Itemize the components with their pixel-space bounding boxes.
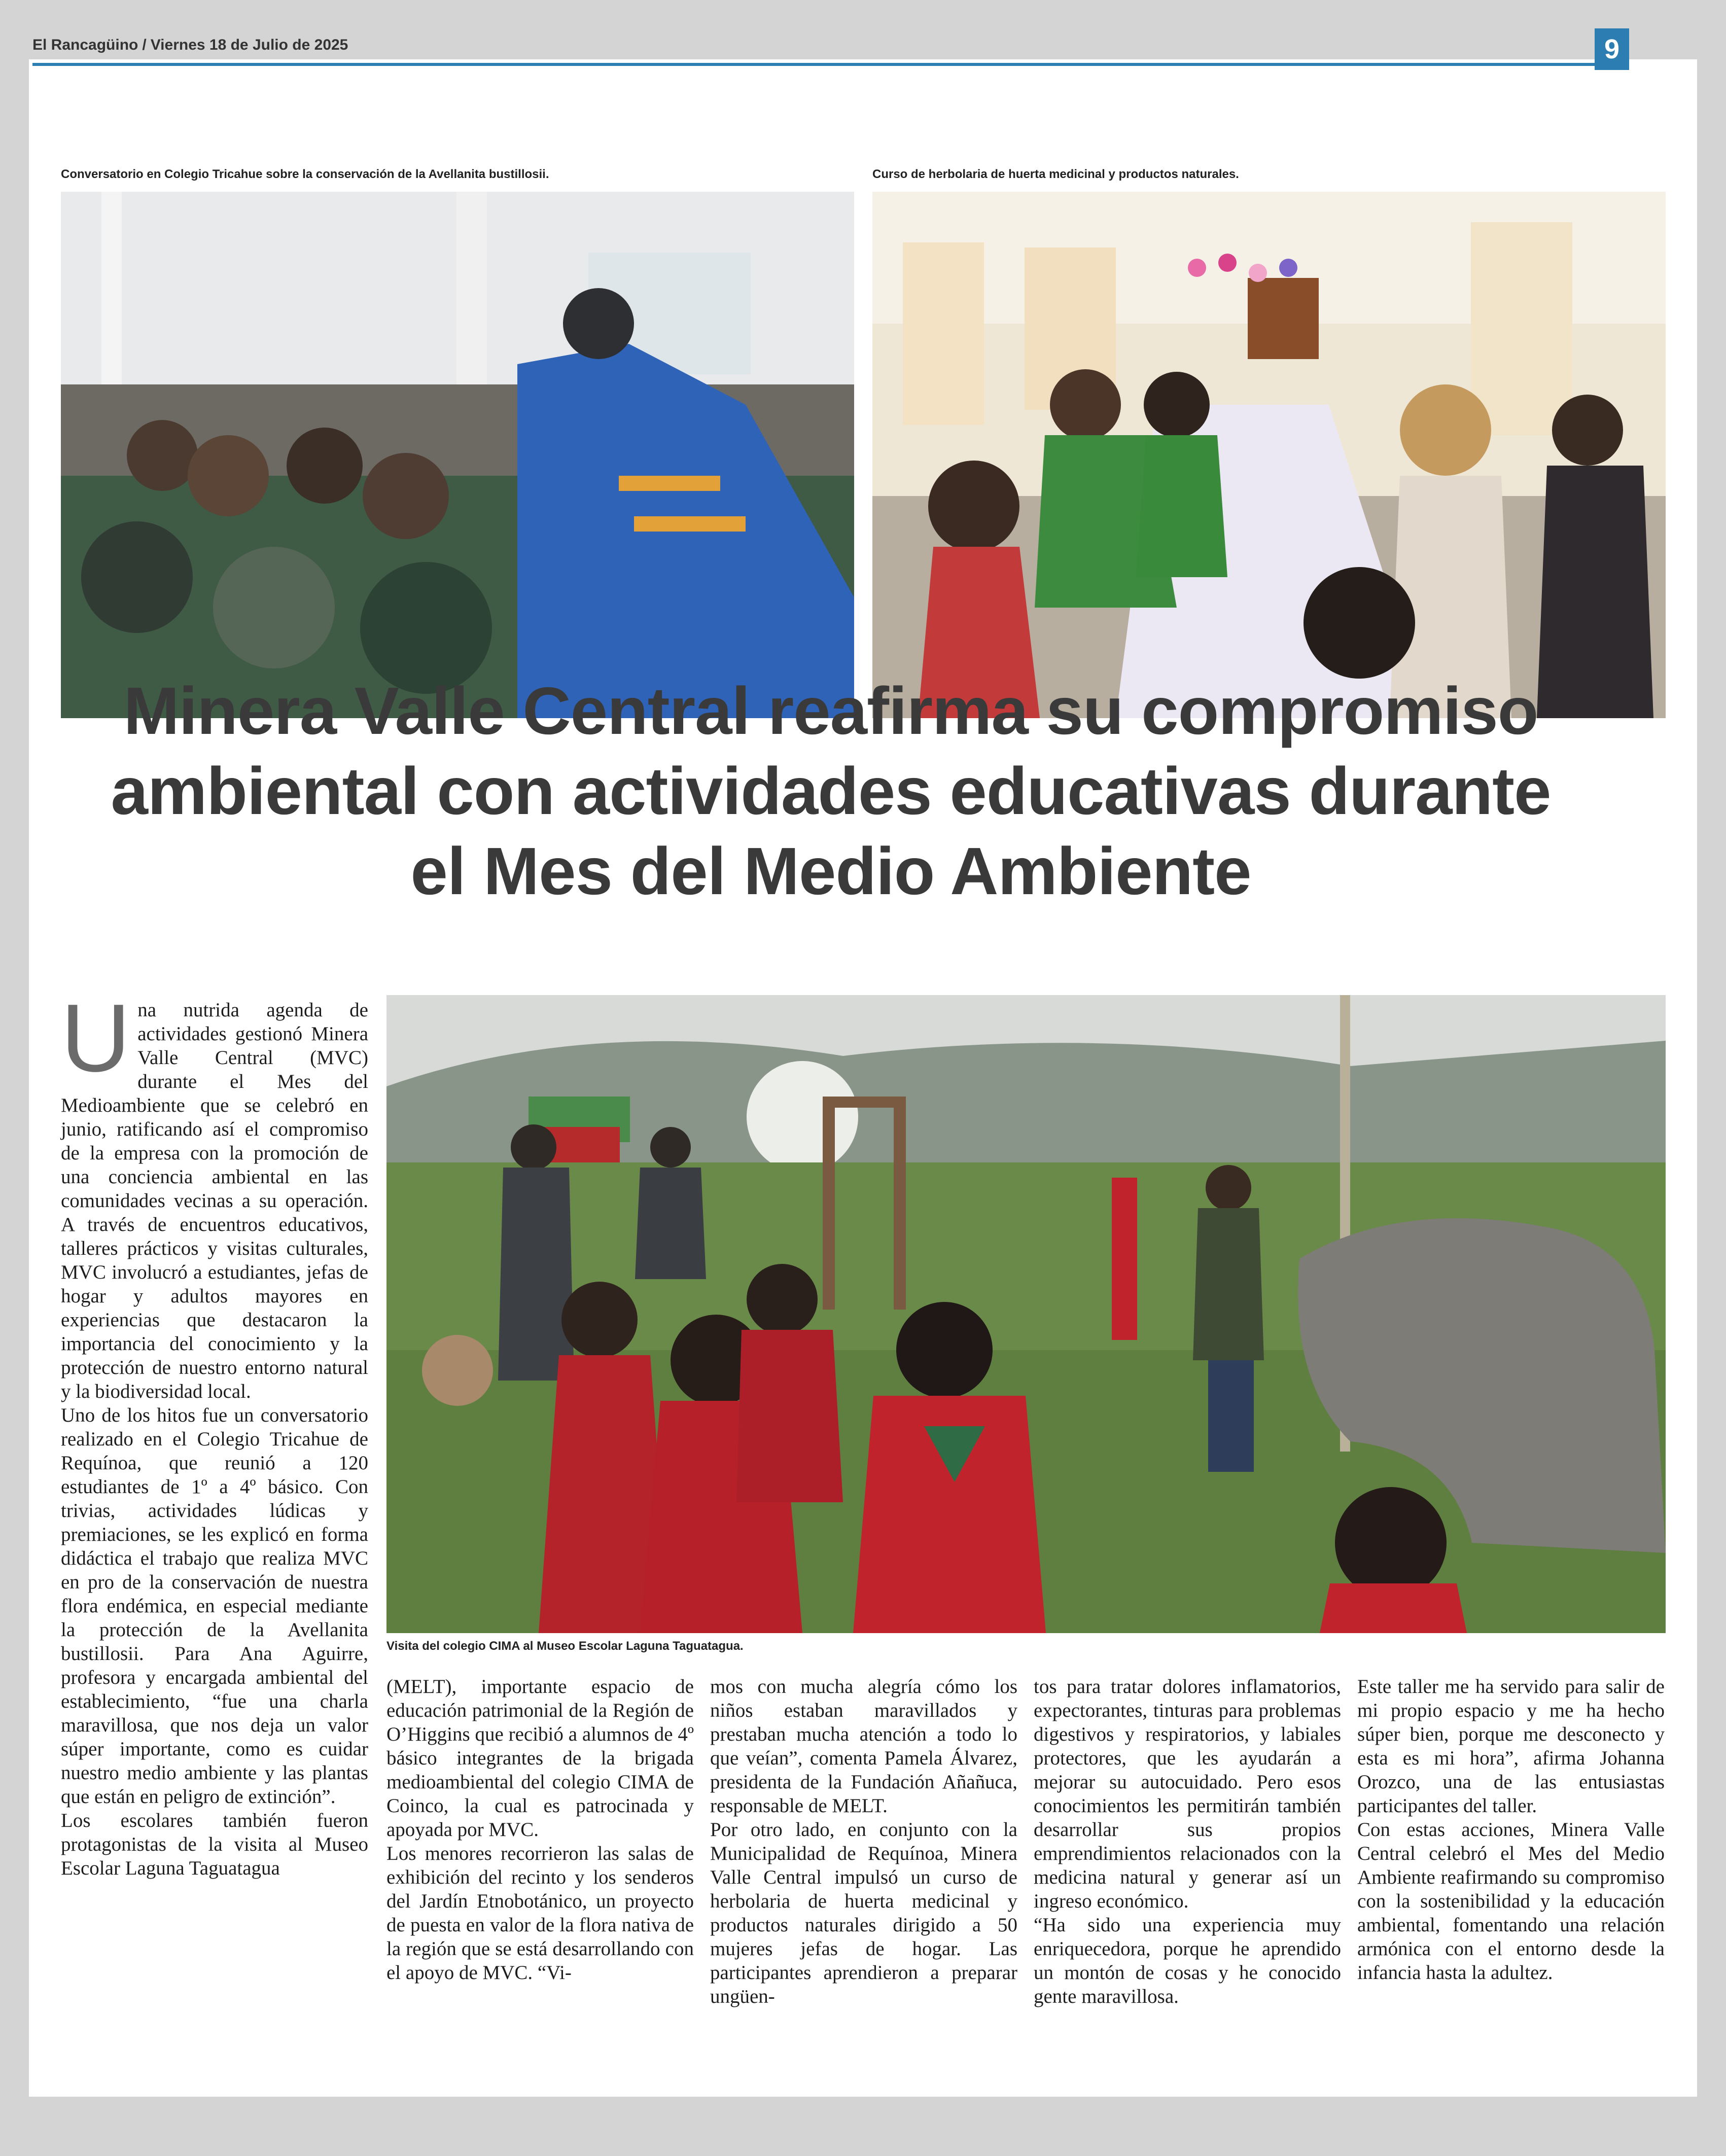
headline bbox=[32, 671, 1629, 911]
caption-top-right: Curso de herbolaria de huerta medicinal y productos naturales. bbox=[872, 167, 1239, 181]
article-column-3 bbox=[710, 1675, 1017, 2008]
publication-name: El Rancagüino bbox=[32, 37, 138, 53]
article-column-4 bbox=[1034, 1675, 1341, 2008]
article-paragraph: mos con mucha alegría cómo los niños estaban maravillados y prestaban mucha atención a todo lo que veían”, comenta Pamela Álvarez, presidenta de la Fundación Añañuca, responsable de MELT. bbox=[710, 1676, 1017, 1817]
headline-line-2: ambiental con actividades educativas durante bbox=[111, 754, 1551, 828]
article-paragraph: Uno de los hitos fue un conversatorio realizado en el Colegio Tricahue de Requínoa, que reunió a 120 estudiantes de 1º a 4º básico. Con trivias, actividades lúdicas y premiaciones, se les explicó en forma didáctica el trabajo que realiza MVC en pro de la conservación de nuestra flora endémica, en especial mediante la protección de la Avellanita bustillosii. Para Ana Aguirre, profesora y encargada ambiental del establecimiento, “fue una charla maravillosa, que nos deja un valor súper importante, como es cuidar nuestro medio ambiente y las plantas que están en peligro de extinción”. bbox=[61, 1404, 368, 1808]
caption-top-left: Conversatorio en Colegio Tricahue sobre la conservación de la Avellanita bustillosii. bbox=[61, 167, 549, 181]
header-rule bbox=[32, 63, 1611, 66]
article-paragraph: Este taller me ha servido para salir de mi propio espacio y me ha hecho súper bien, porque me desconecto y esta es mi hora”, afirma Johanna Orozco, una de las entusiastas participantes del taller. bbox=[1357, 1676, 1665, 1817]
issue-date: Viernes 18 de Julio de 2025 bbox=[150, 37, 348, 53]
photo-herbal-course bbox=[872, 192, 1666, 718]
article-paragraph: (MELT), importante espacio de educación patrimonial de la Región de O’Higgins que recibió a alumnos de 4º básico integrantes de la brigada medioambiental del colegio CIMA de Coinco, la cual es patrocinada y apoyada por MVC. bbox=[386, 1676, 694, 1841]
article-paragraph: Con estas acciones, Minera Valle Central celebró el Mes del Medio Ambiente reafirmando su compromiso con la sostenibilidad y la educación ambiental, fomentando una relación armónica con el entorno desde la infancia hasta la adultez. bbox=[1357, 1819, 1665, 1984]
photo-school-talk bbox=[61, 192, 854, 718]
article-paragraph: na nutrida agenda de actividades gestionó Minera Valle Central (MVC) durante el Mes del Medioambiente que se celebró en junio, ratificando así el compromiso de la empresa con la promoción de una conciencia ambiental en las comunidades vecinas a su operación. A través de encuentros educativos, talleres prácticos y visitas culturales, MVC involucró a estudiantes, jefas de hogar y adultos mayores en experiencias que destacaron la importancia del conocimiento y la protección de nuestro entorno natural y la biodiversidad local. bbox=[61, 999, 368, 1402]
article-paragraph: Los menores recorrieron las salas de exhibición del recinto y los senderos del Jardín Etnobotánico, un proyecto de puesta en valor de la flora nativa de la región que se está desarrollando con el apoyo de MVC. “Vi- bbox=[386, 1843, 694, 1984]
article-column-5 bbox=[1357, 1675, 1665, 1985]
article-paragraph: tos para tratar dolores inflamatorios, expectorantes, tinturas para problemas digestivos y respiratorios, y labiales protectores, que les ayudarán a mejorar su autocuidado. Pero esos conocimientos les permitirán también desarrollar sus propios emprendimientos relacionados con la medicina natural y generar así un ingreso económico. bbox=[1034, 1676, 1341, 1912]
caption-main-photo: Visita del colegio CIMA al Museo Escolar Laguna Taguatagua. bbox=[386, 1639, 744, 1653]
masthead: El Rancagüino / Viernes 18 de Julio de 2025 bbox=[32, 37, 348, 53]
photo-museum-visit bbox=[386, 995, 1666, 1633]
page-number: 9 bbox=[1595, 28, 1629, 70]
article-paragraph: Por otro lado, en conjunto con la Municipalidad de Requínoa, Minera Valle Central impulsó un curso de herbolaria de huerta medicinal y productos naturales dirigido a 50 mujeres jefas de hogar. Las participantes aprendieron a preparar ungüen- bbox=[710, 1819, 1017, 2007]
headline-line-3: el Mes del Medio Ambiente bbox=[410, 834, 1251, 908]
article-paragraph: Los escolares también fueron protagonistas de la visita al Museo Escolar Laguna Taguatagua bbox=[61, 1810, 368, 1879]
article-paragraph: “Ha sido una experiencia muy enriquecedora, porque he aprendido un montón de cosas y he conocido gente maravillosa. bbox=[1034, 1914, 1341, 2007]
article-column-2 bbox=[386, 1675, 694, 1985]
article-column-1 bbox=[61, 984, 368, 1880]
headline-line-1: Minera Valle Central reafirma su compromiso bbox=[123, 674, 1538, 748]
drop-cap: U bbox=[61, 984, 131, 1092]
